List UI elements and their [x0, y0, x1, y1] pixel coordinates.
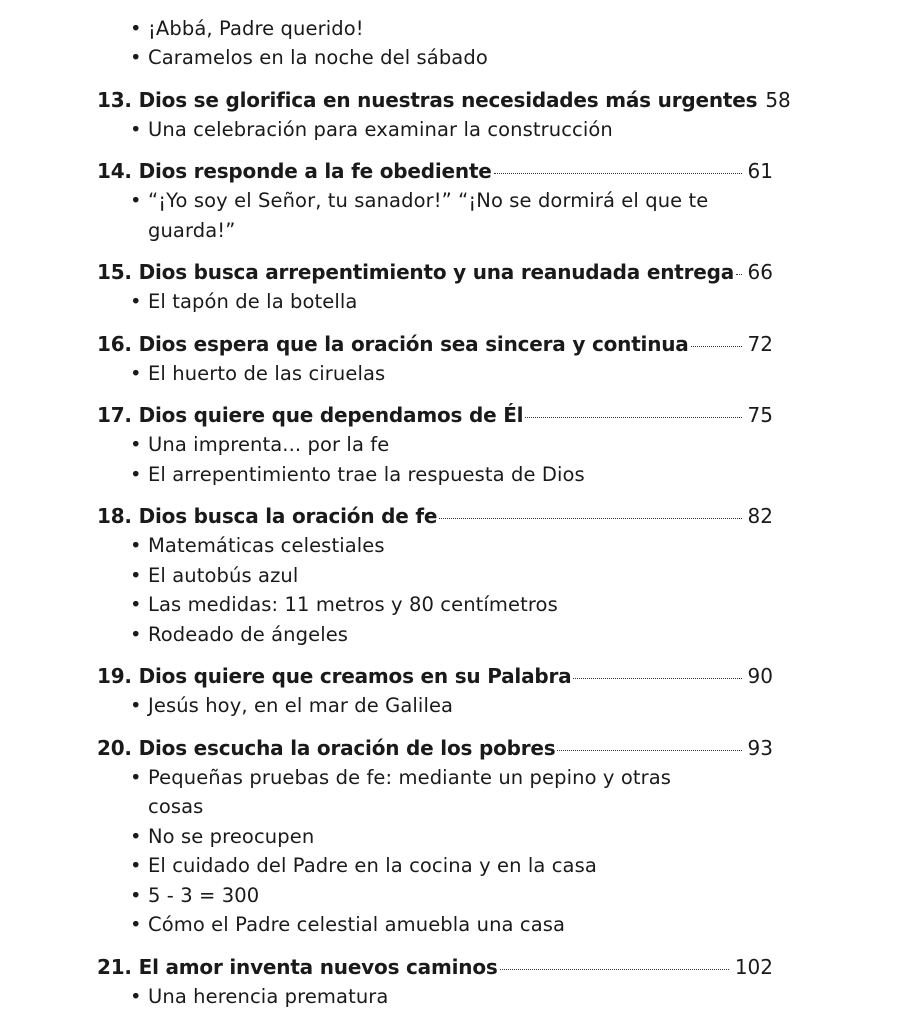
page-number: 66	[748, 257, 773, 287]
list-item: • El cuidado del Padre en la cocina y en la casa	[130, 851, 728, 881]
chapter-number: 13.	[97, 88, 132, 112]
list-item: • Una celebración para examinar la construcción	[130, 115, 728, 145]
toc-entry	[0, 329, 900, 389]
list-item: • 5 - 3 = 300	[130, 881, 728, 911]
dot-leader	[573, 678, 741, 679]
chapter-number: 15.	[97, 260, 132, 284]
list-item: • “¡Yo soy el Señor, tu sanador!” “¡No se dormirá el que te guarda!”	[130, 186, 728, 245]
list-item: • Pequeñas pruebas de fe: mediante un pepino y otras cosas	[130, 763, 728, 822]
list-item	[130, 0, 728, 14]
page-number: 72	[748, 329, 773, 359]
toc-heading-row[interactable]	[97, 156, 773, 186]
toc-entry	[0, 733, 900, 940]
subtopic-list	[130, 982, 900, 1011]
subtopic-list	[130, 763, 900, 940]
chapter-title	[97, 952, 498, 982]
chapter-title	[97, 85, 757, 115]
dot-leader	[500, 969, 729, 970]
top-bullet-list	[130, 0, 900, 73]
chapter-title	[97, 733, 555, 763]
list-item: • Las medidas: 11 metros y 80 centímetros	[130, 590, 728, 620]
list-item: • El arrepentimiento trae la respuesta de Dios	[130, 460, 728, 490]
subtopic-list	[130, 531, 900, 649]
chapter-title	[97, 257, 734, 287]
chapter-number: 14.	[97, 159, 132, 183]
list-item: • Una imprenta... por la fe	[130, 430, 728, 460]
list-item: • No se preocupen	[130, 822, 728, 852]
list-item: • El autobús azul	[130, 561, 728, 591]
list-item: • Rodeado de ángeles	[130, 620, 728, 650]
toc-entry	[0, 952, 900, 1011]
chapter-title-text: Dios responde a la fe obediente	[139, 159, 492, 183]
chapter-title	[97, 400, 523, 430]
toc-heading-row[interactable]	[97, 501, 773, 531]
toc-heading-row[interactable]	[97, 85, 773, 115]
list-item: • Matemáticas celestiales	[130, 531, 728, 561]
toc-entry	[0, 156, 900, 245]
dot-leader	[557, 750, 741, 751]
page-number: 93	[748, 733, 773, 763]
page-number: 90	[748, 661, 773, 691]
toc-entries	[0, 85, 900, 1011]
dot-leader	[439, 518, 741, 519]
chapter-title-text: El amor inventa nuevos caminos	[139, 955, 498, 979]
chapter-title	[97, 501, 437, 531]
toc-entry	[0, 257, 900, 317]
toc-heading-row[interactable]	[97, 329, 773, 359]
list-item: • Jesús hoy, en el mar de Galilea	[130, 691, 728, 721]
subtopic-list	[130, 186, 900, 245]
toc-entry	[0, 400, 900, 489]
chapter-title	[97, 661, 571, 691]
toc-heading-row[interactable]	[97, 952, 773, 982]
chapter-number: 21.	[97, 955, 132, 979]
page-number: 102	[735, 952, 773, 982]
toc-heading-row[interactable]	[97, 400, 773, 430]
page-number: 75	[748, 400, 773, 430]
chapter-title-text: Dios se glorifica en nuestras necesidades más urgentes	[139, 88, 758, 112]
chapter-title	[97, 156, 492, 186]
toc-entry	[0, 85, 900, 145]
page-number: 61	[748, 156, 773, 186]
list-item: • Una herencia prematura	[130, 982, 728, 1011]
chapter-title-text: Dios quiere que dependamos de Él	[139, 403, 524, 427]
dot-leader	[494, 173, 742, 174]
list-item: • Caramelos en la noche del sábado	[130, 43, 728, 73]
chapter-number: 18.	[97, 504, 132, 528]
subtopic-list	[130, 287, 900, 317]
subtopic-list	[130, 430, 900, 489]
page-number: 58	[765, 85, 789, 115]
page-number: 82	[748, 501, 773, 531]
subtopic-list	[130, 691, 900, 721]
toc-heading-row[interactable]	[97, 257, 773, 287]
chapter-title	[97, 329, 689, 359]
toc-heading-row[interactable]	[97, 661, 773, 691]
chapter-title-text: Dios busca la oración de fe	[139, 504, 438, 528]
chapter-title-text: Dios quiere que creamos en su Palabra	[139, 664, 572, 688]
list-item: • ¡Abbá, Padre querido!	[130, 14, 728, 44]
dot-leader	[736, 274, 741, 275]
chapter-title-text: Dios busca arrepentimiento y una reanudada entrega	[139, 260, 734, 284]
list-item: • El huerto de las ciruelas	[130, 359, 728, 389]
toc-entry	[0, 501, 900, 649]
toc-entry	[0, 661, 900, 721]
list-item: • Cómo el Padre celestial amuebla una casa	[130, 910, 728, 940]
dot-leader	[691, 346, 742, 347]
chapter-number: 20.	[97, 736, 132, 760]
toc-heading-row[interactable]	[97, 733, 773, 763]
chapter-number: 16.	[97, 332, 132, 356]
dot-leader	[525, 417, 741, 418]
subtopic-list	[130, 359, 900, 389]
chapter-title-text: Dios espera que la oración sea sincera y continua	[139, 332, 689, 356]
chapter-number: 19.	[97, 664, 132, 688]
chapter-number: 17.	[97, 403, 132, 427]
chapter-title-text: Dios escucha la oración de los pobres	[139, 736, 556, 760]
subtopic-list	[130, 115, 900, 145]
list-item: • El tapón de la botella	[130, 287, 728, 317]
